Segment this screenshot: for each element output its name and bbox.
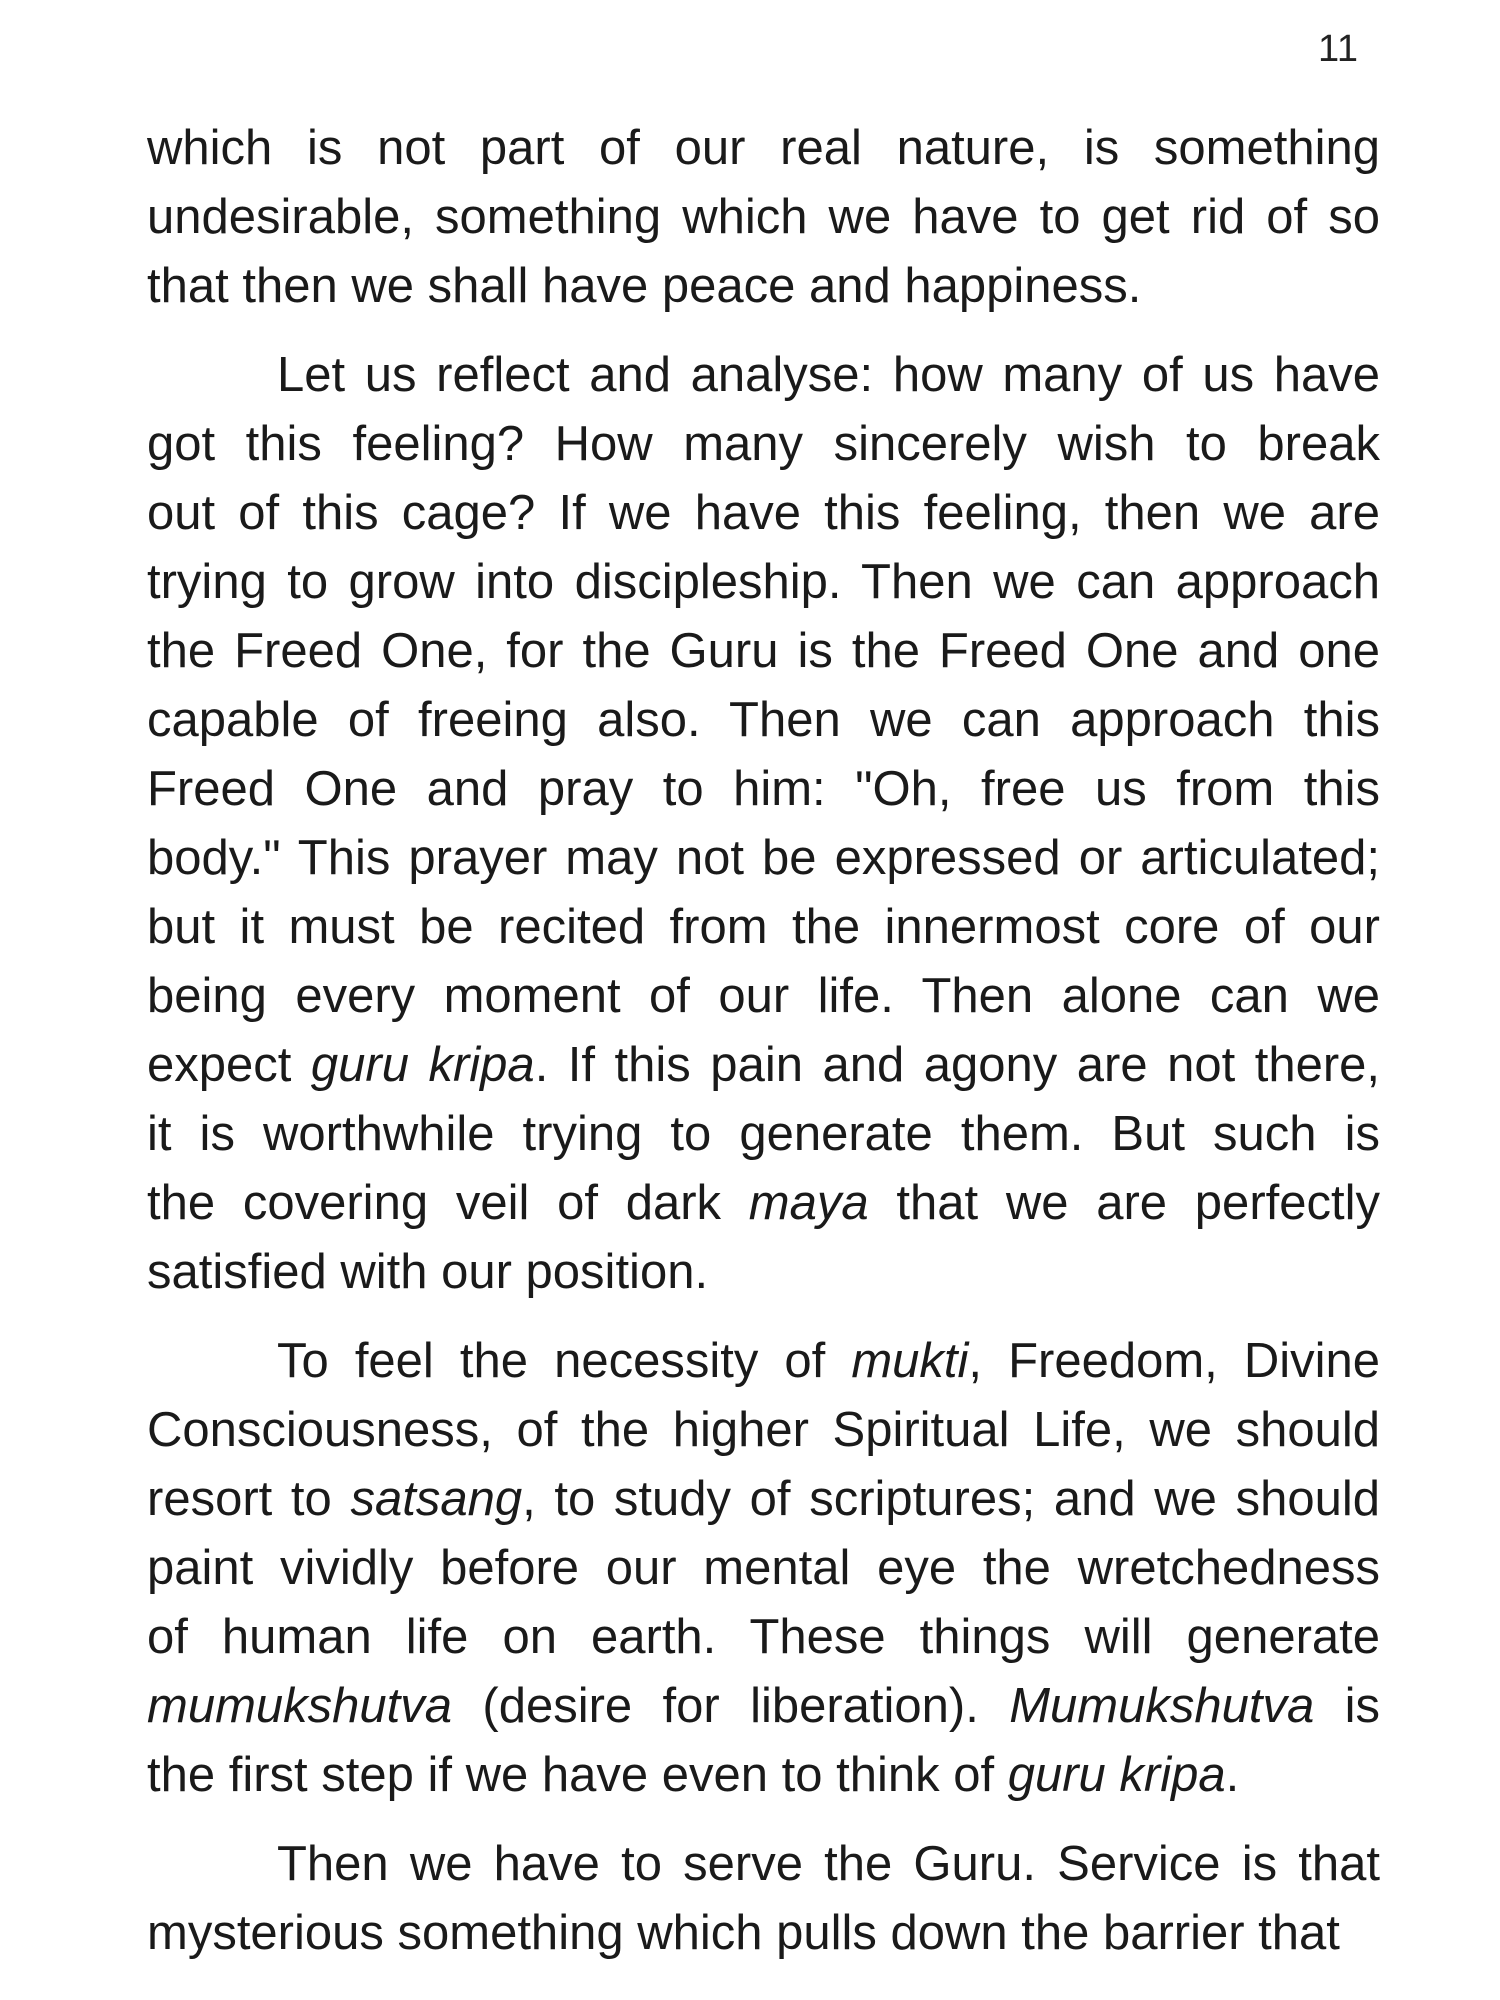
italic-term: maya — [748, 1176, 869, 1230]
paragraph — [147, 1327, 1380, 1810]
text-line — [147, 1327, 1380, 1396]
text-line — [147, 1672, 1380, 1741]
text-run: Then we have to serve the Guru. Service is that — [277, 1837, 1380, 1891]
text-line — [147, 755, 1380, 824]
text-line — [147, 479, 1380, 548]
text-run: but it must be recited from the innermost core of our — [147, 900, 1380, 954]
text-run: . If this pain and agony are not there, — [534, 1038, 1381, 1092]
text-run: satisfied with our position. — [147, 1245, 709, 1299]
text-line — [147, 1741, 1380, 1810]
italic-term: mukti — [851, 1334, 969, 1388]
text-run: Freed One and pray to him: "Oh, free us from this — [147, 762, 1380, 816]
text-line — [147, 1031, 1380, 1100]
text-line — [147, 548, 1380, 617]
text-line — [147, 341, 1380, 410]
text-run: expect — [147, 1038, 311, 1092]
text-run: , Freedom, Divine — [968, 1334, 1380, 1388]
text-line — [147, 824, 1380, 893]
text-run: resort to — [147, 1472, 351, 1526]
text-run: the covering veil of dark — [147, 1176, 749, 1230]
text-run: To feel the necessity of — [277, 1334, 852, 1388]
text-run: the Freed One, for the Guru is the Freed One and one — [147, 624, 1380, 678]
text-line — [147, 1603, 1380, 1672]
text-line — [147, 1238, 1380, 1307]
text-run: got this feeling? How many sincerely wish to break — [147, 417, 1380, 471]
text-run: Consciousness, of the higher Spiritual Life, we should — [147, 1403, 1380, 1457]
text-line — [147, 1465, 1380, 1534]
text-run: (desire for liberation). — [452, 1679, 1010, 1733]
paragraph-gap — [147, 1810, 1380, 1830]
text-line — [147, 1169, 1380, 1238]
text-run: , to study of scriptures; and we should — [522, 1472, 1380, 1526]
text-run: Let us reflect and analyse: how many of us have — [277, 348, 1380, 402]
text-run: it is worthwhile trying to generate them. But such is — [147, 1107, 1380, 1161]
text-line — [147, 1396, 1380, 1465]
text-line — [147, 1100, 1380, 1169]
paragraph-gap — [147, 321, 1380, 341]
text-line — [147, 1534, 1380, 1603]
text-run: . — [1225, 1748, 1240, 1802]
paragraph — [147, 1830, 1380, 1968]
text-run: of human life on earth. These things will generate — [147, 1610, 1380, 1664]
italic-term: guru kripa — [1007, 1748, 1226, 1802]
paragraph-gap — [147, 1307, 1380, 1327]
text-run: trying to grow into discipleship. Then we can approach — [147, 555, 1380, 609]
page-body-text — [147, 114, 1380, 1968]
italic-term: satsang — [350, 1472, 523, 1526]
text-line — [147, 617, 1380, 686]
italic-term: mumukshutva — [147, 1679, 453, 1733]
text-run: body." This prayer may not be expressed or articulated; — [147, 831, 1380, 885]
text-run: that then we shall have peace and happiness. — [147, 259, 1142, 313]
text-line — [147, 893, 1380, 962]
page-number: 11 — [1318, 28, 1359, 70]
text-run: out of this cage? If we have this feeling, then we are — [147, 486, 1380, 540]
text-line — [147, 252, 1380, 321]
italic-term: Mumukshutva — [1009, 1679, 1315, 1733]
text-run: mysterious something which pulls down the barrier that — [147, 1906, 1340, 1960]
text-line — [147, 686, 1380, 755]
text-line — [147, 410, 1380, 479]
text-run: is — [1314, 1679, 1381, 1733]
text-run: capable of freeing also. Then we can approach this — [147, 693, 1380, 747]
paragraph — [147, 341, 1380, 1307]
text-run: which is not part of our real nature, is something — [147, 121, 1380, 175]
text-run: paint vividly before our mental eye the wretchedness — [147, 1541, 1380, 1595]
text-run: that we are perfectly — [868, 1176, 1380, 1230]
text-line — [147, 1899, 1380, 1968]
text-line — [147, 962, 1380, 1031]
text-line — [147, 1830, 1380, 1899]
text-line — [147, 114, 1380, 183]
text-run: undesirable, something which we have to get rid of so — [147, 190, 1380, 244]
text-line — [147, 183, 1380, 252]
paragraph — [147, 114, 1380, 321]
text-run: the first step if we have even to think of — [147, 1748, 1008, 1802]
text-run: being every moment of our life. Then alone can we — [147, 969, 1380, 1023]
italic-term: guru kripa — [310, 1038, 535, 1092]
